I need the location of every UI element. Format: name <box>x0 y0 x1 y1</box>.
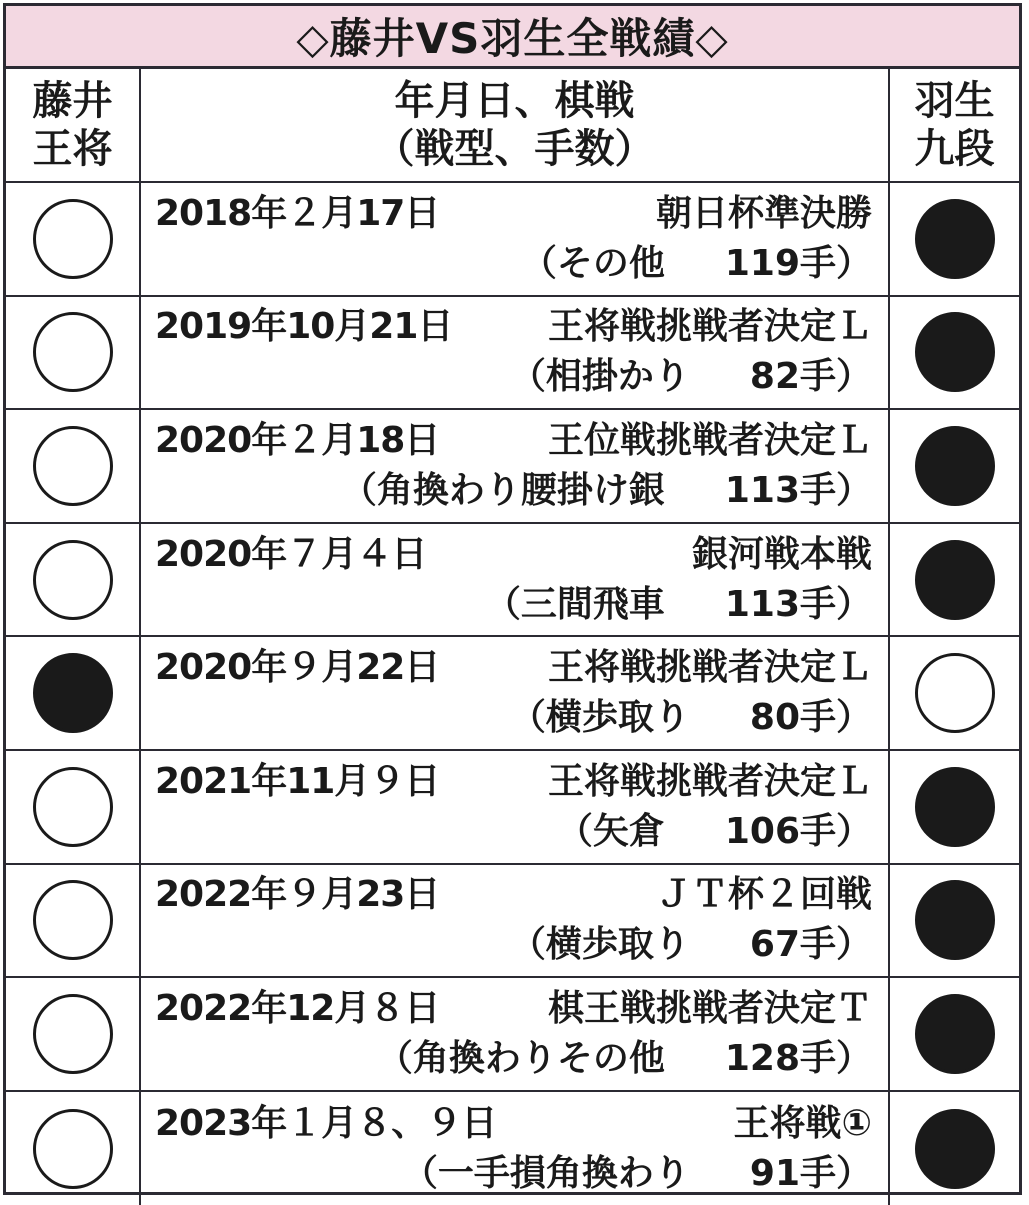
habu-result-mark <box>915 312 995 392</box>
game-line-type-moves <box>155 466 872 516</box>
habu-result-mark <box>915 880 995 960</box>
table-row <box>6 637 1019 751</box>
fujii-result-cell <box>6 410 141 522</box>
game-move-count: 91手） <box>749 1152 872 1194</box>
table-row <box>6 865 1019 979</box>
game-line-type-moves <box>155 1034 872 1084</box>
game-info-cell <box>141 183 890 295</box>
game-line-date-event <box>155 984 872 1034</box>
habu-result-cell <box>890 637 1019 749</box>
game-move-count: 80手） <box>749 697 872 739</box>
habu-result-cell <box>890 524 1019 636</box>
game-move-count: 67手） <box>749 924 872 966</box>
game-move-count: 82手） <box>749 356 872 398</box>
fujii-result-cell <box>6 978 141 1090</box>
game-line-type-moves <box>155 352 872 402</box>
game-line-date-event <box>155 643 872 693</box>
habu-result-mark <box>915 653 995 733</box>
game-date: 2020年９月22日 <box>155 647 440 689</box>
game-event: 王将戦① <box>733 1102 872 1144</box>
habu-result-cell <box>890 183 1019 295</box>
game-info-cell <box>141 865 890 977</box>
table-title: ◇藤井VS羽生全戦績◇ <box>6 6 1019 69</box>
game-line-type-moves <box>155 580 872 630</box>
game-line-type-moves <box>155 239 872 289</box>
fujii-result-mark <box>33 540 113 620</box>
fujii-result-cell <box>6 637 141 749</box>
game-opening-type: （横歩取り <box>509 697 690 739</box>
fujii-result-cell <box>6 751 141 863</box>
habu-result-mark <box>915 426 995 506</box>
table-row <box>6 1092 1019 1205</box>
game-event: ＪＴ杯２回戦 <box>655 874 872 916</box>
fujii-result-cell <box>6 297 141 409</box>
game-line-date-event <box>155 870 872 920</box>
game-move-count: 106手） <box>724 810 872 852</box>
habu-result-mark <box>915 994 995 1074</box>
game-opening-type: （横歩取り <box>509 924 690 966</box>
game-event: 王将戦挑戦者決定Ｌ <box>547 647 872 689</box>
game-event: 王位戦挑戦者決定Ｌ <box>547 419 872 461</box>
game-opening-type: （角換わり腰掛け銀 <box>340 469 665 511</box>
table-row <box>6 978 1019 1092</box>
habu-result-cell <box>890 865 1019 977</box>
game-info-cell <box>141 297 890 409</box>
table-row <box>6 524 1019 638</box>
game-opening-type: （その他 <box>520 242 665 284</box>
game-line-date-event <box>155 302 872 352</box>
fujii-result-cell <box>6 865 141 977</box>
header-habu <box>890 69 1019 181</box>
game-info-cell <box>141 978 890 1090</box>
fujii-result-mark <box>33 653 113 733</box>
header-type-moves: （戦型、手数） <box>374 126 655 172</box>
fujii-result-mark <box>33 1109 113 1189</box>
table-body <box>6 183 1019 1205</box>
game-move-count: 113手） <box>724 583 872 625</box>
fujii-result-cell <box>6 183 141 295</box>
header-habu-name: 羽生 <box>914 78 995 124</box>
fujii-result-mark <box>33 767 113 847</box>
game-date: 2018年２月17日 <box>155 192 440 234</box>
table-row <box>6 410 1019 524</box>
table-row <box>6 751 1019 865</box>
game-date: 2023年１月８、９日 <box>155 1102 497 1144</box>
record-table <box>3 3 1022 1195</box>
game-event: 銀河戦本戦 <box>691 533 872 575</box>
game-move-count: 119手） <box>724 242 872 284</box>
fujii-result-mark <box>33 312 113 392</box>
game-info-cell <box>141 751 890 863</box>
table-row <box>6 183 1019 297</box>
game-event: 朝日杯準決勝 <box>655 192 872 234</box>
habu-result-mark <box>915 1109 995 1189</box>
game-opening-type: （三間飛車 <box>484 583 665 625</box>
fujii-result-cell <box>6 1092 141 1205</box>
game-date: 2019年10月21日 <box>155 306 453 348</box>
game-line-type-moves <box>155 920 872 970</box>
table-row <box>6 297 1019 411</box>
game-event: 王将戦挑戦者決定Ｌ <box>547 760 872 802</box>
habu-result-cell <box>890 297 1019 409</box>
game-line-date-event <box>155 189 872 239</box>
header-habu-rank: 九段 <box>914 126 995 172</box>
header-fujii-title: 王将 <box>32 126 113 172</box>
game-info-cell <box>141 637 890 749</box>
game-opening-type: （一手損角換わり <box>401 1152 690 1194</box>
header-fujii <box>6 69 141 181</box>
game-line-type-moves <box>155 1149 872 1199</box>
game-date: 2022年９月23日 <box>155 874 440 916</box>
fujii-result-mark <box>33 994 113 1074</box>
game-info-cell <box>141 410 890 522</box>
game-opening-type: （矢倉 <box>556 810 665 852</box>
game-line-type-moves <box>155 807 872 857</box>
habu-result-cell <box>890 751 1019 863</box>
fujii-result-mark <box>33 880 113 960</box>
header-game-info <box>141 69 890 181</box>
game-date: 2020年７月４日 <box>155 533 427 575</box>
game-info-cell <box>141 1092 890 1205</box>
game-date: 2021年11月９日 <box>155 760 440 802</box>
game-line-date-event <box>155 530 872 580</box>
game-move-count: 128手） <box>724 1037 872 1079</box>
game-date: 2020年２月18日 <box>155 419 440 461</box>
fujii-result-mark <box>33 199 113 279</box>
game-info-cell <box>141 524 890 636</box>
table-header <box>6 69 1019 183</box>
header-date-event: 年月日、棋戦 <box>394 78 635 124</box>
game-event: 棋王戦挑戦者決定Ｔ <box>547 987 872 1029</box>
game-line-date-event <box>155 416 872 466</box>
habu-result-cell <box>890 410 1019 522</box>
game-line-date-event <box>155 757 872 807</box>
fujii-result-mark <box>33 426 113 506</box>
game-line-date-event <box>155 1099 872 1149</box>
habu-result-mark <box>915 767 995 847</box>
game-opening-type: （角換わりその他 <box>376 1037 665 1079</box>
habu-result-mark <box>915 199 995 279</box>
habu-result-cell <box>890 1092 1019 1205</box>
game-opening-type: （相掛かり <box>509 356 690 398</box>
header-fujii-name: 藤井 <box>32 78 113 124</box>
habu-result-cell <box>890 978 1019 1090</box>
fujii-result-cell <box>6 524 141 636</box>
game-move-count: 113手） <box>724 469 872 511</box>
game-line-type-moves <box>155 693 872 743</box>
game-event: 王将戦挑戦者決定Ｌ <box>547 306 872 348</box>
game-date: 2022年12月８日 <box>155 987 440 1029</box>
habu-result-mark <box>915 540 995 620</box>
